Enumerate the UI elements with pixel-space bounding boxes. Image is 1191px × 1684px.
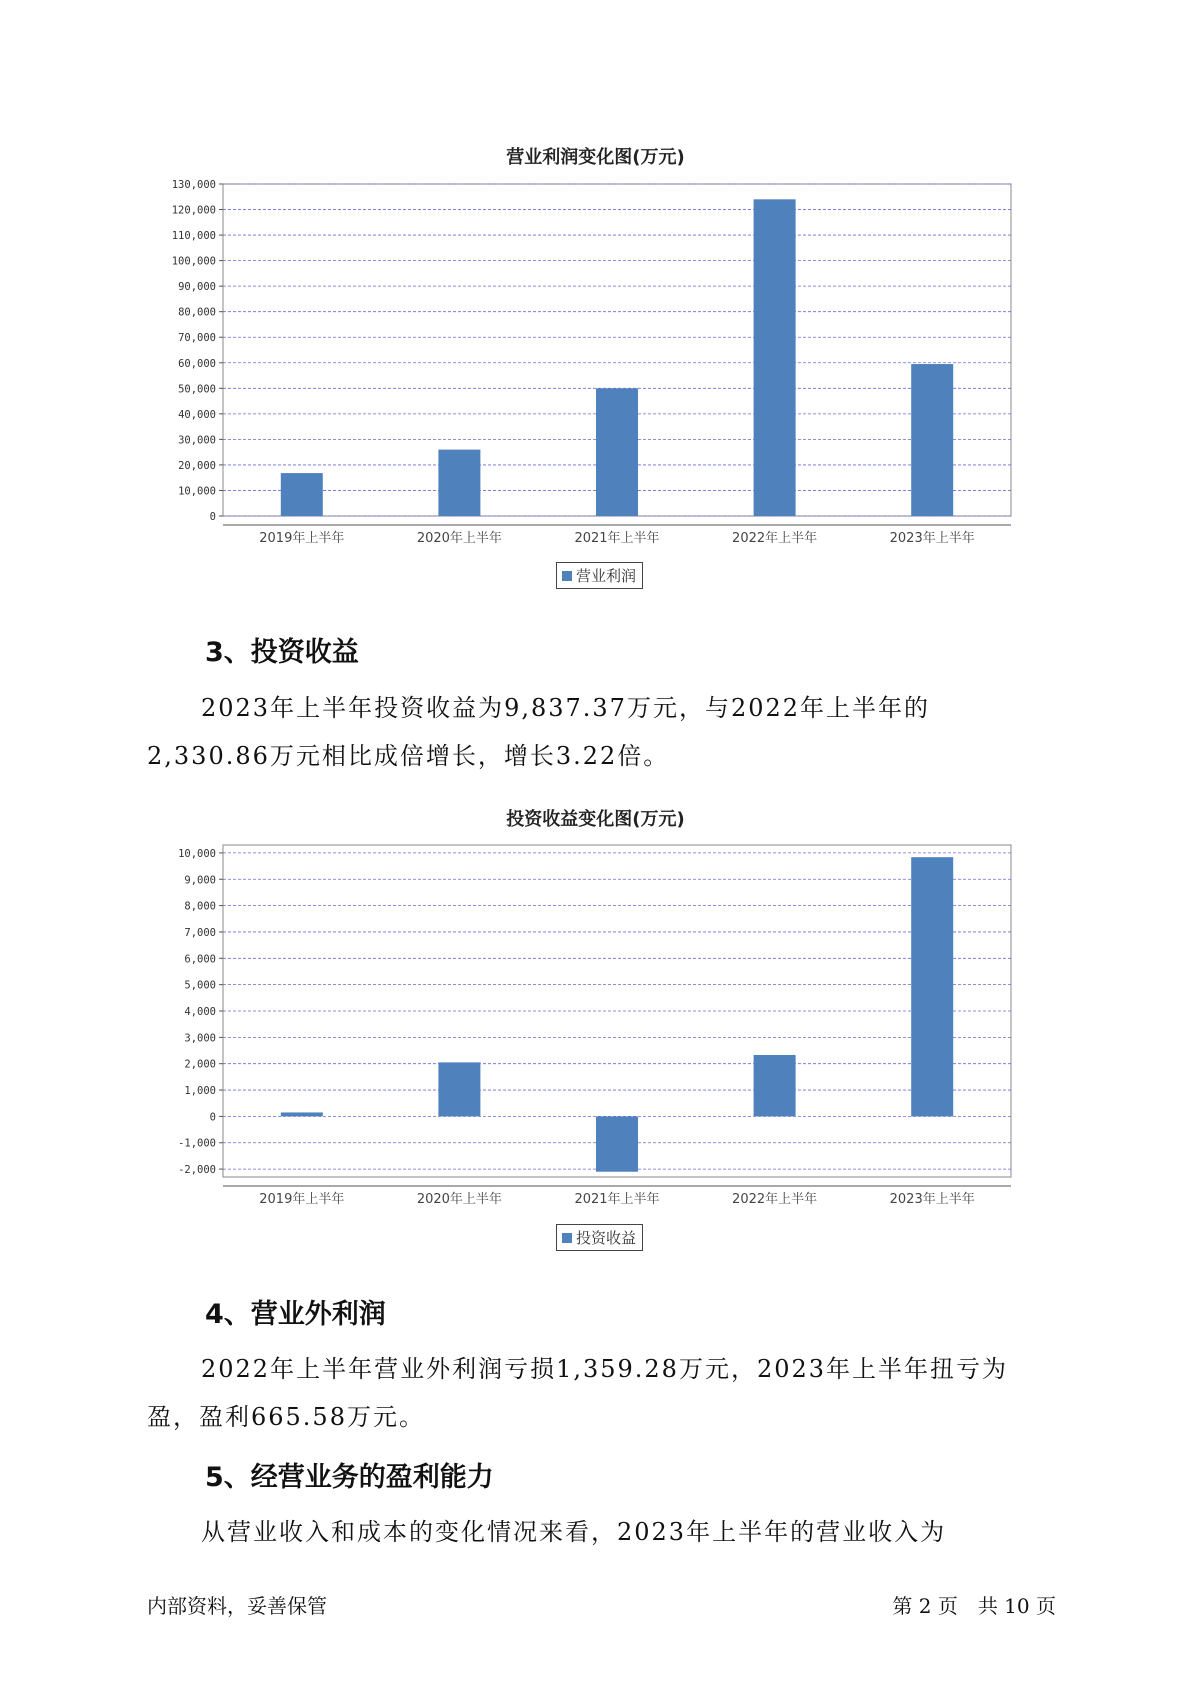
legend-label: 投资收益 bbox=[576, 1229, 637, 1247]
y-tick-label: 10,000 bbox=[178, 847, 216, 860]
y-tick-label: -2,000 bbox=[178, 1164, 216, 1177]
y-tick-label: 30,000 bbox=[178, 434, 216, 447]
x-tick-label: 2019年上半年 bbox=[259, 1192, 345, 1207]
chart-legend-investment-income bbox=[556, 1224, 643, 1251]
x-tick-label: 2023年上半年 bbox=[889, 1192, 975, 1207]
y-tick-label: 4,000 bbox=[184, 1006, 216, 1018]
bar bbox=[754, 1055, 796, 1116]
paragraph-operating-profitability: 从营业收入和成本的变化情况来看，2023年上半年的营业收入为 bbox=[201, 1518, 947, 1546]
chart-title-investment-income: 投资收益变化图(万元) bbox=[506, 809, 685, 830]
y-tick-label: 3,000 bbox=[184, 1032, 216, 1045]
y-tick-label: 50,000 bbox=[178, 383, 216, 396]
x-tick-label: 2021年上半年 bbox=[574, 531, 660, 546]
y-tick-label: 8,000 bbox=[184, 900, 216, 913]
y-tick-label: -1,000 bbox=[178, 1137, 216, 1150]
x-tick-label: 2020年上半年 bbox=[416, 1192, 502, 1207]
x-tick-label: 2020年上半年 bbox=[416, 531, 502, 546]
x-tick-label: 2021年上半年 bbox=[574, 1192, 660, 1207]
y-tick-label: 6,000 bbox=[184, 953, 216, 966]
y-tick-label: 0 bbox=[209, 511, 216, 523]
y-tick-label: 60,000 bbox=[178, 357, 216, 370]
y-tick-label: 40,000 bbox=[178, 408, 216, 421]
section-heading-operating-profitability: 5、经营业务的盈利能力 bbox=[205, 1462, 494, 1493]
y-tick-label: 110,000 bbox=[171, 230, 216, 243]
chart-title-operating-profit: 营业利润变化图(万元) bbox=[506, 147, 685, 168]
y-tick-label: 130,000 bbox=[171, 179, 216, 191]
x-tick-label: 2022年上半年 bbox=[732, 531, 818, 546]
x-tick-label: 2019年上半年 bbox=[259, 531, 345, 546]
footer-page-number: 第 2 页 共 10 页 bbox=[892, 1594, 1056, 1618]
y-tick-label: 80,000 bbox=[178, 306, 216, 319]
y-tick-label: 120,000 bbox=[171, 204, 216, 217]
y-tick-label: 100,000 bbox=[171, 255, 216, 268]
legend-swatch bbox=[562, 1233, 572, 1243]
bar bbox=[438, 1062, 480, 1116]
y-tick-label: 7,000 bbox=[184, 926, 216, 939]
footer-confidential-note: 内部资料，妥善保管 bbox=[147, 1594, 327, 1618]
legend-label: 营业利润 bbox=[576, 567, 637, 585]
y-tick-label: 1,000 bbox=[184, 1085, 216, 1098]
y-tick-label: 70,000 bbox=[178, 332, 216, 345]
y-tick-label: 10,000 bbox=[178, 485, 216, 498]
x-tick-label: 2022年上半年 bbox=[732, 1192, 818, 1207]
y-tick-label: 90,000 bbox=[178, 281, 216, 294]
bar bbox=[596, 1116, 638, 1171]
y-tick-label: 5,000 bbox=[184, 979, 216, 992]
bar bbox=[911, 857, 953, 1116]
y-tick-label: 2,000 bbox=[184, 1058, 216, 1071]
bar bbox=[281, 1112, 323, 1116]
y-tick-label: 0 bbox=[209, 1111, 216, 1124]
y-tick-label: 9,000 bbox=[184, 874, 216, 887]
section-heading-investment-income: 3、投资收益 bbox=[205, 637, 359, 668]
paragraph-non-operating-profit: 2022年上半年营业外利润亏损1,359.28万元，2023年上半年扭亏为盈，盈利665.58万元。 bbox=[147, 1355, 1009, 1431]
paragraph-investment-income: 2023年上半年投资收益为9,837.37万元，与2022年上半年的2,330.86万元相比成倍增长，增长3.22倍。 bbox=[147, 694, 931, 770]
section-heading-non-operating-profit: 4、营业外利润 bbox=[205, 1299, 386, 1330]
y-tick-label: 20,000 bbox=[178, 459, 216, 472]
x-tick-label: 2023年上半年 bbox=[889, 531, 975, 546]
